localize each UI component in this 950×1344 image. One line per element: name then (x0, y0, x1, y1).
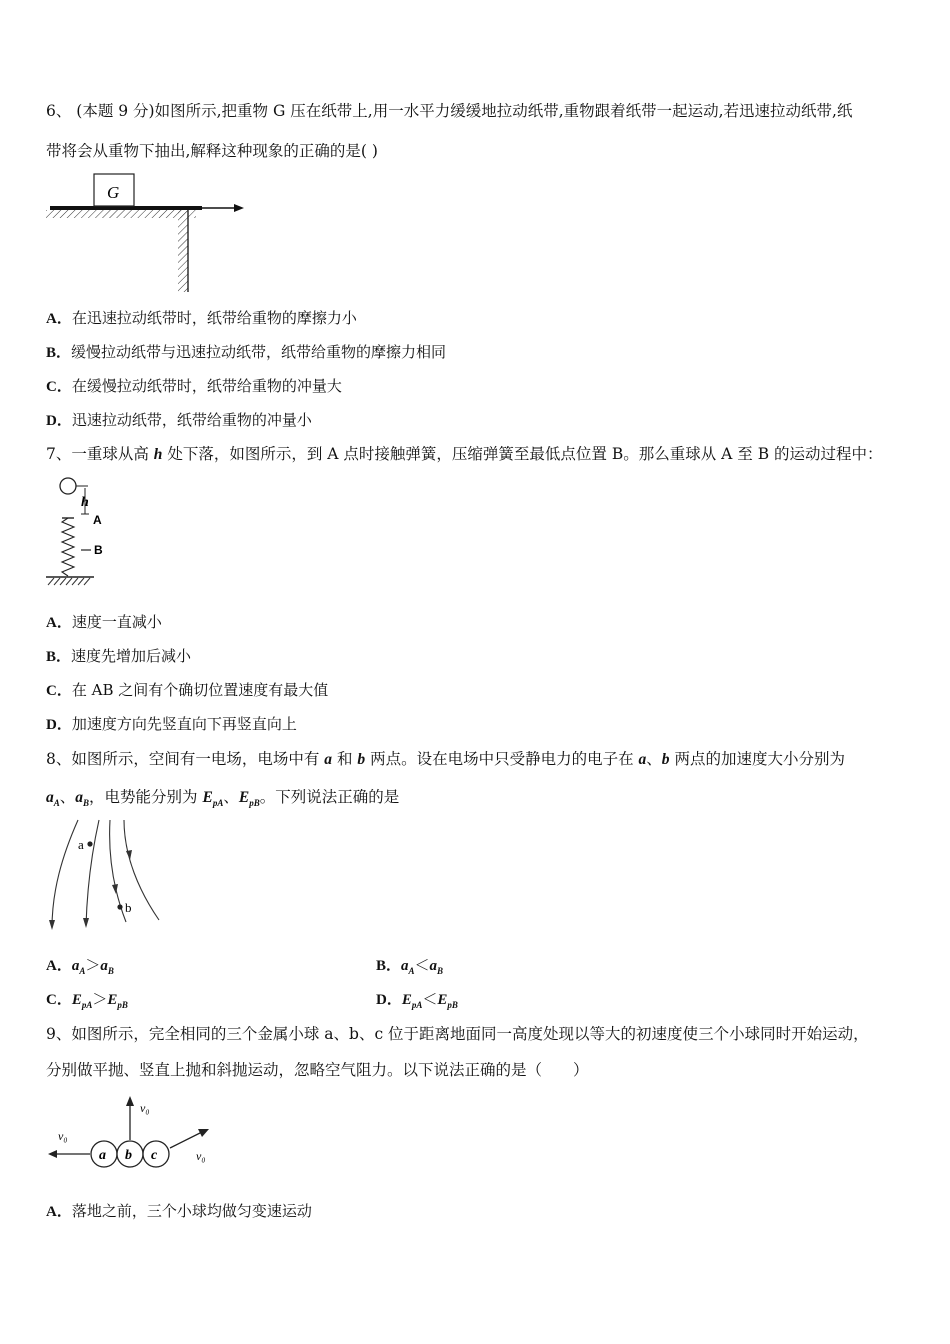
svg-text:c: c (151, 1148, 158, 1163)
svg-text:a: a (99, 1148, 106, 1163)
left-arrow-icon (48, 1150, 57, 1158)
q8-option-b: B．$a_A<a_B$ (376, 956, 444, 976)
pull-arrow-icon (234, 204, 244, 212)
svg-text:h: h (81, 495, 89, 510)
q9-stem-line2: 分别做平抛、竖直上抛和斜抛运动，忽略空气阻力。以下说法正确的是（ ） (46, 1061, 589, 1079)
q7-option-a: A．速度一直减小 (46, 613, 162, 631)
svg-text:v₀: v₀ (140, 1101, 150, 1115)
svg-text:B: B (94, 543, 103, 557)
q8-option-a: A．$a_A>a_B$ (46, 956, 114, 976)
field-line-1 (52, 820, 78, 928)
up-arrow-icon (126, 1096, 134, 1106)
q6-option-a: A．在迅速拉动纸带时，纸带给重物的摩擦力小 (46, 309, 357, 327)
q8-figure (44, 816, 164, 934)
point-b (117, 904, 122, 909)
q6-option-d: D．迅速拉动纸带，纸带给重物的冲量小 (46, 411, 312, 429)
svg-text:A: A (93, 513, 102, 527)
field-line-2 (86, 820, 99, 926)
weight-label: G (107, 183, 120, 202)
svg-text:b: b (125, 900, 132, 915)
spring-icon (62, 518, 74, 576)
q9-figure (44, 1092, 219, 1178)
table-leg-hatch (178, 210, 188, 292)
svg-text:a: a (78, 837, 84, 852)
q6-stem-line2: 带将会从重物下抽出,解释这种现象的正确的是( ) (46, 142, 378, 160)
q8-stem-line2: $a_A$、$a_B$，电势能分别为 $E_{pA}$、$E_{pB}$。下列说法正确的是 (46, 788, 400, 809)
q7-option-c: C．在 AB 之间有个确切位置速度有最大值 (46, 681, 329, 699)
q9-option-a: A．落地之前，三个小球均做匀变速运动 (46, 1202, 312, 1220)
svg-text:b: b (125, 1148, 132, 1163)
svg-text:v₀: v₀ (58, 1129, 68, 1143)
table-top-hatch (46, 210, 196, 218)
q6-option-c: C．在缓慢拉动纸带时，纸带给重物的冲量大 (46, 377, 342, 395)
q6-option-b: B．缓慢拉动纸带与迅速拉动纸带，纸带给重物的摩擦力相同 (46, 343, 447, 361)
q8-option-c: C．$E_{pA}>E_{pB}$ (46, 990, 128, 1010)
q7-stem: 7、一重球从高 h 处下落，如图所示，到 A 点时接触弹簧，压缩弹簧至最低点位置 B。那么重球从 A 至 B 的运动过程中： (46, 445, 883, 463)
q6-stem-line1: 6、 (本题 9 分)如图所示,把重物 G 压在纸带上,用一水平力缓缓地拉动纸带,重物跟着纸带一起运动,若迅速拉动纸带,纸 (46, 102, 853, 120)
q8-option-d: D．$E_{pA}<E_{pB}$ (376, 990, 458, 1010)
q7-option-d: D．加速度方向先竖直向下再竖直向上 (46, 715, 297, 733)
q7-figure (44, 474, 114, 592)
svg-text:v₀: v₀ (196, 1149, 206, 1163)
q8-stem-line1: 8、如图所示，空间有一电场，电场中有 a 和 b 两点。设在电场中只受静电力的电子在 a、b 两点的加速度大小分别为 (46, 750, 845, 768)
point-a (87, 841, 92, 846)
q7-option-b: B．速度先增加后减小 (46, 647, 192, 665)
ball-icon (60, 478, 76, 494)
q6-figure (44, 170, 249, 295)
q9-stem-line1: 9、如图所示，完全相同的三个金属小球 a、b、c 位于距离地面同一高度处现以等大的初速度使三个小球同时开始运动， (46, 1025, 869, 1043)
